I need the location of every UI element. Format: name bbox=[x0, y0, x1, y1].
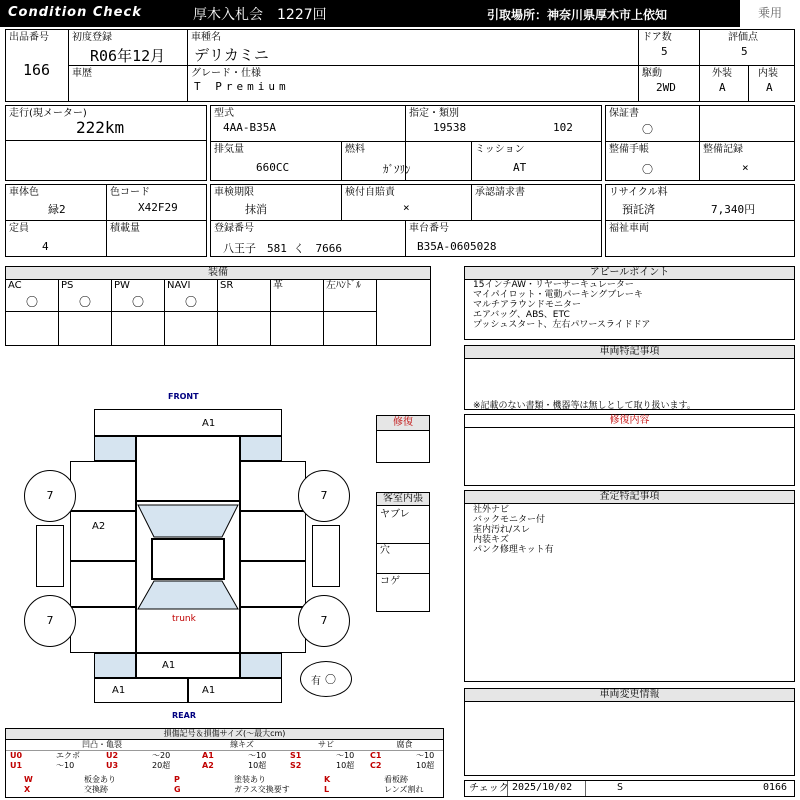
check-date: 2025/10/02 bbox=[512, 782, 573, 793]
right-front-door[interactable] bbox=[240, 511, 306, 561]
auction-title: 厚木入札会 1227回 bbox=[193, 7, 327, 23]
equipment-blank-cell bbox=[271, 312, 324, 345]
drive-label: 駆動 bbox=[642, 68, 662, 79]
rating-value: 5 bbox=[741, 45, 748, 58]
legend-symbol-desc: 塗装あり bbox=[234, 775, 266, 784]
check-grade: S bbox=[617, 782, 624, 793]
row1-block bbox=[5, 29, 795, 102]
first-reg-value: R06年12月 bbox=[90, 47, 166, 65]
mileage-value: 222km bbox=[76, 118, 125, 137]
legend-code: U1 bbox=[10, 761, 23, 770]
equipment-mark: 〇 bbox=[26, 295, 39, 309]
front-label: FRONT bbox=[168, 392, 199, 401]
equipment-cell bbox=[59, 279, 112, 312]
manual-value: 〇 bbox=[642, 163, 653, 176]
note-line: 室内汚れ/スレ bbox=[473, 525, 531, 535]
approval-label: 承認請求書 bbox=[475, 187, 525, 198]
capacity-label: 定員 bbox=[9, 223, 29, 234]
equipment-label: 革 bbox=[273, 280, 283, 291]
interior-value: A bbox=[766, 81, 773, 94]
designation-label: 指定・類別 bbox=[409, 108, 459, 119]
appeal-line: プッシュスタート、左右パワースライドドア bbox=[473, 320, 651, 330]
inspection-value: 抹消 bbox=[245, 203, 267, 216]
fuel-label: 燃料 bbox=[345, 144, 365, 155]
rear-left-fender[interactable] bbox=[94, 653, 136, 678]
legend-code: C1 bbox=[370, 751, 382, 760]
service-label: 整備記録 bbox=[703, 144, 743, 155]
legend-symbol-code: X bbox=[24, 785, 31, 794]
left-door-mark: A2 bbox=[92, 521, 106, 532]
mileage-label: 走行(現メーター) bbox=[9, 108, 87, 119]
chassis-value: B35A-0605028 bbox=[417, 240, 497, 253]
legend-desc: 10超 bbox=[248, 761, 267, 770]
equipment-blank-cell bbox=[218, 312, 271, 345]
repair-content-panel bbox=[464, 414, 795, 486]
cabin-item: ヤブレ bbox=[380, 509, 410, 520]
lot-value: 166 bbox=[23, 61, 51, 79]
legend-title: 損傷記号＆損傷サイズ(～最大cm) bbox=[6, 729, 443, 740]
legend-group: 凹凸・亀裂 bbox=[6, 740, 198, 751]
tire-front-right[interactable]: 7 bbox=[298, 470, 350, 522]
legend-code: A2 bbox=[202, 761, 214, 770]
change-info-panel bbox=[464, 688, 795, 776]
doors-label: ドア数 bbox=[642, 32, 672, 43]
fuel-value: ｶﾞｿﾘﾝ bbox=[383, 163, 411, 176]
equipment-label: SR bbox=[220, 280, 234, 291]
special-note: ※記載のない書類・機器等は無しとして取り扱います。 bbox=[473, 401, 696, 411]
drive-value: 2WD bbox=[656, 81, 676, 94]
appeal-line: 15インチAW・リヤーサーキュレーター bbox=[473, 280, 634, 290]
legend-desc: ～10 bbox=[336, 751, 355, 760]
car-diagram bbox=[0, 385, 380, 725]
legend-code: U0 bbox=[10, 751, 23, 760]
legend-desc: 10超 bbox=[336, 761, 355, 770]
exterior-label: 外装 bbox=[712, 68, 732, 79]
registration-block bbox=[210, 184, 602, 257]
warranty-label: 保証書 bbox=[609, 108, 639, 119]
equipment-label: NAVI bbox=[167, 280, 191, 291]
right-rear-door[interactable] bbox=[240, 561, 306, 607]
legend-symbol-desc: 看板跡 bbox=[384, 775, 408, 784]
legend-symbol-code: L bbox=[324, 785, 330, 794]
legend-code: S1 bbox=[290, 751, 302, 760]
service-value: × bbox=[742, 161, 749, 174]
right-rear-panel[interactable] bbox=[240, 607, 306, 653]
legend-code: S2 bbox=[290, 761, 302, 770]
special-panel bbox=[464, 345, 795, 410]
header-bar bbox=[0, 0, 800, 27]
color-block bbox=[5, 184, 207, 257]
hood[interactable] bbox=[136, 436, 240, 501]
legend-symbol-code: P bbox=[174, 775, 180, 784]
left-mirror[interactable] bbox=[36, 525, 64, 587]
legend-group: サビ bbox=[286, 740, 366, 751]
legend-group: 腐食 bbox=[366, 740, 443, 751]
model-name-value: デリカミニ bbox=[194, 46, 269, 64]
first-reg-label: 初度登録 bbox=[72, 32, 112, 43]
mileage-block bbox=[5, 105, 207, 181]
doors-value: 5 bbox=[661, 45, 668, 58]
legend-symbol-desc: 交換跡 bbox=[84, 785, 108, 794]
type-label: 型式 bbox=[214, 108, 234, 119]
equipment-blank-cell bbox=[165, 312, 218, 345]
note-line: パンク修理キット有 bbox=[473, 545, 554, 555]
recycle-value: 7,340円 bbox=[711, 203, 756, 216]
color-code-value: X42F29 bbox=[138, 201, 178, 214]
legend-desc: 20超 bbox=[152, 761, 171, 770]
equipment-blank-cell bbox=[59, 312, 112, 345]
legend-desc: ～20 bbox=[152, 751, 171, 760]
mission-label: ミッション bbox=[475, 144, 525, 155]
equipment-blank-cell bbox=[6, 312, 59, 345]
rear-left-mark: A1 bbox=[112, 685, 126, 696]
recycle-label: リサイクル料 bbox=[609, 187, 668, 198]
tire-front-left[interactable]: 7 bbox=[24, 470, 76, 522]
recycle-block bbox=[605, 184, 795, 257]
legend-block bbox=[5, 728, 444, 798]
appeal-line: マルチアラウンドモニター bbox=[473, 300, 582, 310]
cabin-item: コゲ bbox=[380, 576, 400, 587]
cabin-box bbox=[376, 492, 430, 612]
equipment-blank-cell bbox=[324, 312, 377, 345]
equipment-label: PW bbox=[114, 280, 130, 291]
note-line: 内装キズ bbox=[473, 535, 509, 545]
rear-gate-mark: A1 bbox=[162, 660, 176, 671]
left-rear-panel[interactable] bbox=[70, 607, 136, 653]
equipment-block bbox=[5, 266, 431, 346]
equipment-label: AC bbox=[8, 280, 22, 291]
model-name-label: 車種名 bbox=[191, 32, 221, 43]
designation-value2: 102 bbox=[553, 121, 573, 134]
legend-desc: エクボ bbox=[56, 751, 80, 760]
equipment-cell bbox=[6, 279, 59, 312]
note-line: 社外ナビ bbox=[473, 505, 510, 515]
front-bumper-mark: A1 bbox=[202, 418, 216, 429]
exterior-value: A bbox=[719, 81, 726, 94]
legend-code: A1 bbox=[202, 751, 214, 760]
color-code-label: 色コード bbox=[110, 187, 150, 198]
plate-value: 八王子 581 く 7666 bbox=[223, 242, 342, 255]
legend-desc: ～10 bbox=[56, 761, 75, 770]
check-row bbox=[464, 780, 795, 797]
inspection-notes-panel bbox=[464, 490, 795, 682]
repair-title: 修復 bbox=[377, 416, 429, 431]
history-label: 車歴 bbox=[72, 68, 92, 79]
legend-symbol-code: W bbox=[24, 775, 33, 784]
brand-title: Condition Check bbox=[8, 5, 142, 20]
front-right-fender[interactable] bbox=[240, 436, 282, 461]
appeal-title: アピールポイント bbox=[465, 267, 794, 280]
cabin-title: 客室内張 bbox=[377, 493, 429, 506]
capacity-value: 4 bbox=[42, 240, 49, 253]
equipment-label: 左ﾊﾝﾄﾞﾙ bbox=[326, 280, 361, 291]
recycle-status: 預託済 bbox=[622, 203, 655, 216]
legend-symbol-desc: レンズ割れ bbox=[384, 785, 424, 794]
chassis-label: 車台番号 bbox=[409, 223, 449, 234]
equipment-cell bbox=[165, 279, 218, 312]
rear-gate[interactable] bbox=[136, 653, 240, 678]
repair-box bbox=[376, 415, 430, 463]
vehicle-category: 乗用 bbox=[740, 0, 800, 27]
trunk-label: trunk bbox=[172, 614, 196, 624]
change-info-title: 車両変更情報 bbox=[465, 689, 794, 702]
legend-desc: 10超 bbox=[416, 761, 435, 770]
legend-code: U2 bbox=[106, 751, 119, 760]
mission-value: AT bbox=[513, 161, 527, 174]
spare-label: 有 bbox=[311, 676, 321, 687]
rear-right-fender[interactable] bbox=[240, 653, 282, 678]
equipment-cell bbox=[112, 279, 165, 312]
legend-code: U3 bbox=[106, 761, 119, 770]
left-rear-door[interactable] bbox=[70, 561, 136, 607]
displacement-value: 660CC bbox=[256, 161, 290, 174]
grade-value: T Premium bbox=[194, 80, 290, 93]
legend-symbol-desc: 板金あり bbox=[84, 775, 116, 784]
equipment-cell bbox=[218, 279, 271, 312]
legend-symbol-code: K bbox=[324, 775, 331, 784]
appeal-line: エアバッグ、ABS、ETC bbox=[473, 310, 570, 320]
load-label: 積載量 bbox=[110, 223, 140, 234]
equipment-mark: 〇 bbox=[79, 295, 92, 309]
inspection-label: 車検期限 bbox=[214, 187, 254, 198]
inspection-notes-title: 査定特記事項 bbox=[465, 491, 794, 504]
welfare-label: 福祉車両 bbox=[609, 223, 649, 234]
front-bumper[interactable] bbox=[94, 409, 282, 436]
pickup-location: 引取場所：神奈川県厚木市上依知 bbox=[487, 8, 668, 22]
special-title: 車両特記事項 bbox=[465, 346, 794, 359]
rear-right-mark: A1 bbox=[202, 685, 216, 696]
lot-label: 出品番号 bbox=[9, 32, 49, 43]
spec-block bbox=[210, 105, 602, 181]
equipment-mark: 〇 bbox=[185, 295, 198, 309]
equipment-title: 装備 bbox=[6, 267, 430, 280]
check-label: チェック bbox=[469, 783, 509, 794]
designation-value1: 19538 bbox=[433, 121, 467, 134]
tire-rear-left[interactable]: 7 bbox=[24, 595, 76, 647]
note-line: バックモニター付 bbox=[473, 515, 546, 525]
type-value: 4AA-B35A bbox=[223, 121, 276, 134]
legend-symbol-code: G bbox=[174, 785, 181, 794]
equipment-label: PS bbox=[61, 280, 74, 291]
legend-symbol-desc: ガラス交換要す bbox=[234, 785, 290, 794]
legend-desc: ～10 bbox=[248, 751, 267, 760]
color-value: 緑2 bbox=[48, 203, 66, 216]
front-left-fender[interactable] bbox=[94, 436, 136, 461]
grade-label: グレード・仕様 bbox=[191, 68, 261, 79]
spare-tire[interactable] bbox=[300, 661, 352, 697]
rear-bumper-left[interactable] bbox=[94, 678, 188, 703]
tire-rear-right[interactable]: 7 bbox=[298, 595, 350, 647]
left-front-door[interactable] bbox=[70, 511, 136, 561]
right-mirror[interactable] bbox=[312, 525, 340, 587]
legend-desc: ～10 bbox=[416, 751, 435, 760]
color-label: 車体色 bbox=[9, 187, 39, 198]
plate-label: 登録番号 bbox=[214, 223, 254, 234]
warranty-value: 〇 bbox=[642, 123, 653, 136]
displacement-label: 排気量 bbox=[214, 144, 244, 155]
equipment-mark: 〇 bbox=[132, 295, 145, 309]
docs-block bbox=[605, 105, 795, 181]
appeal-line: マイパイロット・電動パーキングブレーキ bbox=[473, 290, 643, 300]
spare-mark: 〇 bbox=[325, 673, 336, 686]
rating-label: 評価点 bbox=[728, 32, 758, 43]
manual-label: 整備手帳 bbox=[609, 144, 649, 155]
legend-group: 線キズ bbox=[198, 740, 286, 751]
right-front-panel[interactable] bbox=[240, 461, 306, 511]
glass-shapes bbox=[136, 501, 240, 653]
legend-code: C2 bbox=[370, 761, 382, 770]
repair-content-title: 修復内容 bbox=[465, 415, 794, 428]
left-front-panel[interactable] bbox=[70, 461, 136, 511]
check-number: 0166 bbox=[763, 782, 788, 793]
liability-value: × bbox=[403, 201, 410, 214]
interior-label: 内装 bbox=[758, 68, 778, 79]
equipment-blank-cell bbox=[112, 312, 165, 345]
rear-label: REAR bbox=[172, 711, 196, 720]
liability-label: 検付自賠責 bbox=[345, 187, 395, 198]
equipment-cell bbox=[324, 279, 377, 312]
cabin-item: 穴 bbox=[380, 545, 390, 556]
equipment-cell bbox=[271, 279, 324, 312]
appeal-panel bbox=[464, 266, 795, 340]
